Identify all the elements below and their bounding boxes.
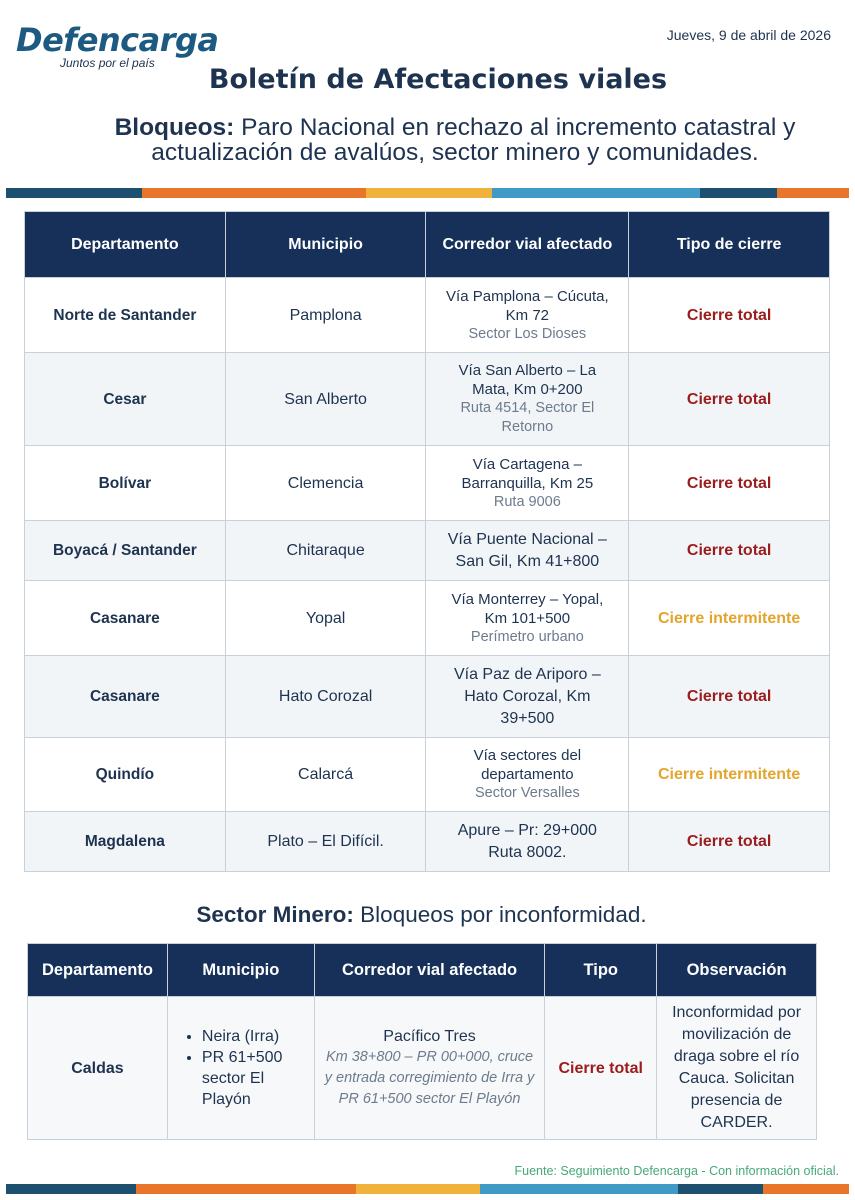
road-sub: Ruta 4514, Sector El Retorno xyxy=(460,400,595,435)
cell-observacion: Inconformidad por movilización de draga sobre el río Cauca. Solicitan presencia de CARDER. xyxy=(657,997,817,1140)
table-row xyxy=(28,997,817,1140)
cell-municipio: Yopal xyxy=(225,581,426,656)
cell-tipo-cierre: Cierre total xyxy=(629,521,830,581)
cell-tipo-cierre: Cierre total xyxy=(629,812,830,872)
cell-tipo-cierre: Cierre intermitente xyxy=(629,738,830,812)
cell-departamento: Bolívar xyxy=(25,446,226,521)
cell-tipo-cierre: Cierre total xyxy=(629,656,830,738)
cell-municipio: San Alberto xyxy=(225,353,426,446)
header-corredor: Corredor vial afectado xyxy=(314,944,545,997)
bulletin-date: Jueves, 9 de abril de 2026 xyxy=(666,27,831,43)
header-departamento: Departamento xyxy=(25,212,226,278)
road-sub: Ruta 9006 xyxy=(493,493,561,510)
header-tipo: Tipo xyxy=(545,944,657,997)
cell-corredor xyxy=(426,581,629,656)
cell-municipio: Pamplona xyxy=(225,278,426,353)
cell-municipio: Clemencia xyxy=(225,446,426,521)
cell-corredor xyxy=(314,997,545,1140)
subtitle-text: Paro Nacional en rechazo al incremento catastral y actualización de avalúos, sector minero y comunidades. xyxy=(151,114,796,166)
cell-municipio: Hato Corozal xyxy=(225,656,426,738)
road-main: Pacífico Tres xyxy=(383,1028,476,1045)
cell-departamento: Quindío xyxy=(25,738,226,812)
cell-corredor xyxy=(426,278,629,353)
table-row xyxy=(25,656,830,738)
cell-corredor xyxy=(426,446,629,521)
list-item: • Neira (Irra) xyxy=(202,1026,314,1047)
subtitle-label: Bloqueos: xyxy=(114,114,235,141)
cell-departamento: Magdalena xyxy=(25,812,226,872)
cell-corredor xyxy=(426,521,629,581)
cell-departamento: Boyacá / Santander xyxy=(25,521,226,581)
cell-municipio: Plato – El Difícil. xyxy=(225,812,426,872)
blockades-table xyxy=(24,211,830,872)
road-sub: Sector Versalles xyxy=(474,785,580,801)
list-item: • PR 61+500 sector El Playón xyxy=(202,1047,314,1110)
road-main: Vía Monterrey – Yopal, Km 101+500 xyxy=(451,590,604,627)
header-municipio: Municipio xyxy=(167,944,314,997)
mining-table xyxy=(27,943,817,1140)
road-sub: Km 38+800 – PR 00+000, cruce y entrada corregimiento de Irra y PR 61+500 sector El Playón xyxy=(324,1049,535,1107)
municipio-list xyxy=(168,1026,314,1110)
table-row xyxy=(25,812,830,872)
table-row xyxy=(25,738,830,812)
road-main: Vía Paz de Ariporo – Hato Corozal, Km 39+500 xyxy=(453,665,601,727)
header-observacion: Observación xyxy=(657,944,817,997)
cell-departamento: Norte de Santander xyxy=(25,278,226,353)
header-departamento: Departamento xyxy=(28,944,168,997)
road-main: Vía San Alberto – La Mata, Km 0+200 xyxy=(458,362,597,398)
cell-departamento: Cesar xyxy=(25,353,226,446)
header-tipo-cierre: Tipo de cierre xyxy=(629,212,830,278)
road-main: Apure – Pr: 29+000 Ruta 8002. xyxy=(457,821,597,861)
color-stripe-bottom xyxy=(6,1184,849,1194)
header-municipio: Municipio xyxy=(225,212,426,278)
cell-municipio: Chitaraque xyxy=(225,521,426,581)
color-stripe-top xyxy=(6,188,849,198)
table-row xyxy=(25,353,830,446)
page-title: Boletín de Afectaciones viales xyxy=(208,64,668,95)
road-main: Vía Puente Nacional – San Gil, Km 41+800 xyxy=(447,530,607,570)
cell-corredor xyxy=(426,656,629,738)
table-row xyxy=(25,446,830,521)
brand-name: Defencarga xyxy=(16,21,219,59)
header-corredor: Corredor vial afectado xyxy=(426,212,629,278)
cell-municipio: Calarcá xyxy=(225,738,426,812)
table-row xyxy=(25,278,830,353)
page-subtitle xyxy=(90,115,820,165)
source-note: Fuente: Seguimiento Defencarga - Con información oficial. xyxy=(514,1164,839,1178)
cell-departamento: Caldas xyxy=(28,997,168,1140)
road-main: Vía sectores del departamento xyxy=(473,747,582,783)
road-main: Vía Cartagena – Barranquilla, Km 25 xyxy=(461,455,594,492)
road-sub: Sector Los Dioses xyxy=(468,325,587,342)
mining-section-title xyxy=(0,902,843,928)
cell-corredor xyxy=(426,353,629,446)
table-row xyxy=(25,521,830,581)
cell-corredor xyxy=(426,812,629,872)
cell-tipo-cierre: Cierre total xyxy=(629,353,830,446)
cell-tipo: Cierre total xyxy=(545,997,657,1140)
mining-label: Sector Minero: xyxy=(196,902,354,927)
cell-tipo-cierre: Cierre total xyxy=(629,446,830,521)
cell-tipo-cierre: Cierre total xyxy=(629,278,830,353)
cell-corredor xyxy=(426,738,629,812)
cell-departamento: Casanare xyxy=(25,581,226,656)
road-main: Vía Pamplona – Cúcuta, Km 72 xyxy=(446,287,609,324)
mining-text: Bloqueos por inconformidad. xyxy=(360,902,647,927)
table-row xyxy=(25,581,830,656)
road-sub: Perímetro urbano xyxy=(470,628,584,645)
cell-tipo-cierre: Cierre intermitente xyxy=(629,581,830,656)
cell-departamento: Casanare xyxy=(25,656,226,738)
brand-logo xyxy=(16,21,219,70)
cell-municipio xyxy=(167,997,314,1140)
brand-tagline: Juntos por el país xyxy=(60,56,155,70)
